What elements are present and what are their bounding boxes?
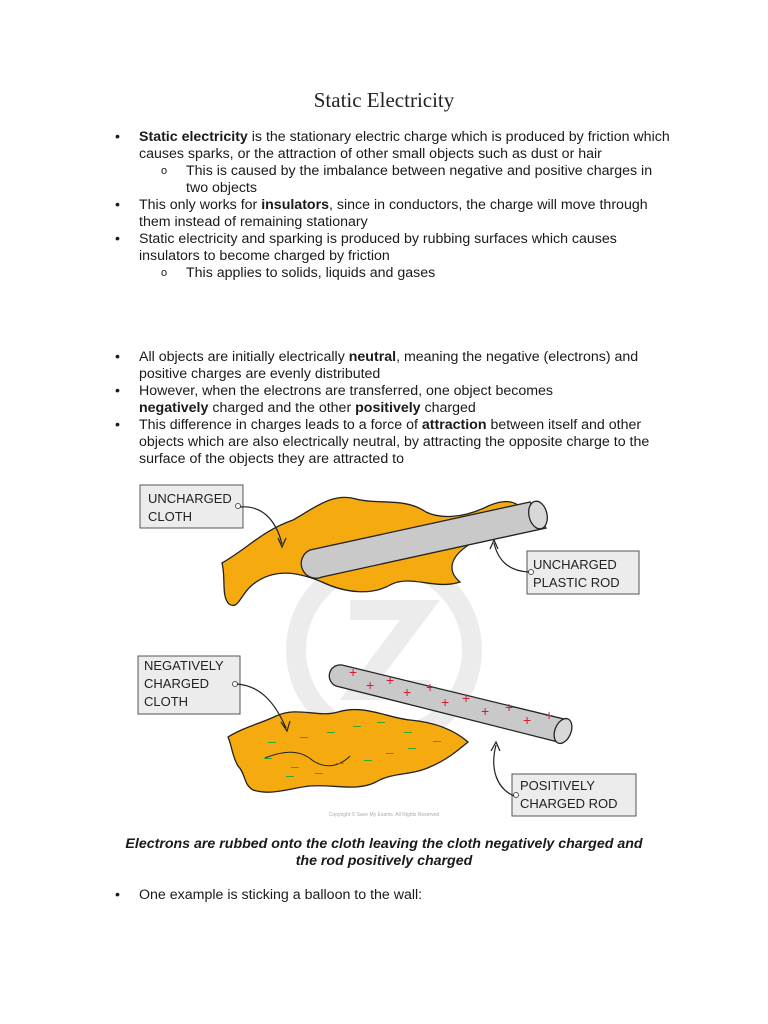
plus-charge-icon: + <box>441 694 450 710</box>
minus-charge-icon: – <box>377 713 385 729</box>
list-item: • All objects are initially electrically neutral, meaning the negative (electrons) and positive charges are evenly distributed <box>115 349 639 382</box>
tag-uncharged-plastic-rod <box>527 551 639 594</box>
bullet-icon: • <box>115 129 120 145</box>
bullet-icon: • <box>115 349 120 365</box>
minus-charge-icon: – <box>327 723 335 739</box>
tag-positive-rod-line2: CHARGED ROD <box>520 796 618 811</box>
figure-caption: Electrons are rubbed onto the cloth leaving the cloth negatively charged and the rod positively charged <box>125 836 643 869</box>
copyright-notice: Copyright © Save My Exams. All Rights Reserved <box>328 812 440 818</box>
tag-uncharged-cloth-line1: UNCHARGED <box>148 491 232 506</box>
list-item: • One example is sticking a balloon to the wall: <box>115 887 423 903</box>
tag-negative-cloth-line1: NEGATIVELY <box>144 658 224 673</box>
plus-charge-icon: + <box>403 684 412 700</box>
list-item: • Static electricity and sparking is produced by rubbing surfaces which causes insulators to become charged by friction <box>115 231 617 264</box>
bullet-icon: • <box>115 417 120 433</box>
tag-uncharged-cloth-line2: CLOTH <box>148 509 193 524</box>
minus-charge-icon: – <box>364 751 372 767</box>
arrow-uncharged-rod <box>494 543 529 572</box>
bullet-icon: • <box>115 887 120 903</box>
tag-negative-cloth-line2: CHARGED <box>144 676 210 691</box>
bullet-list-example <box>0 887 768 904</box>
minus-charge-icon: – <box>408 739 416 755</box>
tag-uncharged-rod-line1: UNCHARGED <box>533 557 617 572</box>
minus-charge-icon: – <box>291 758 299 774</box>
list-item: • This only works for insulators, since in conductors, the charge will move through them instead of remaining stationary <box>115 197 648 230</box>
tag-positive-rod-line1: POSITIVELY <box>520 778 595 793</box>
sub-bullet-icon: o <box>161 165 168 177</box>
list-subitem: o This is caused by the imbalance between negative and positive charges in two objects <box>161 163 653 196</box>
minus-charge-icon: – <box>264 749 272 765</box>
bullet-icon: • <box>115 197 120 213</box>
tag-negative-cloth-line3: CLOTH <box>144 694 189 709</box>
bullet-icon: • <box>115 231 120 247</box>
minus-charge-icon: – <box>404 723 412 739</box>
plus-charge-icon: + <box>386 672 395 688</box>
arrow-positive-rod <box>494 745 514 796</box>
list-item: • This difference in charges leads to a force of attraction between itself and other objects which are also electrically neutral, by attracting the opposite charge to the surface of the objects they are attracted to <box>115 417 650 467</box>
bullet-icon: • <box>115 383 120 399</box>
plus-charge-icon: + <box>545 707 554 723</box>
plus-charge-icon: + <box>505 699 514 715</box>
minus-charge-icon: – <box>268 733 276 749</box>
tag-positively-charged-rod <box>512 774 636 816</box>
list-item: • Static electricity is the stationary electric charge which is produced by friction which causes sparks, or the attraction of other small objects such as dust or hair <box>115 129 670 162</box>
plus-charge-icon: + <box>481 703 490 719</box>
plus-charge-icon: + <box>366 677 375 693</box>
minus-charge-icon: – <box>315 764 323 780</box>
bullet-list-charges <box>0 349 768 468</box>
minus-charge-icon: – <box>336 754 344 770</box>
plus-charge-icon: + <box>426 679 435 695</box>
minus-charge-icon: – <box>300 728 308 744</box>
bullet-list-static-electricity <box>0 129 768 282</box>
minus-charge-icon: – <box>286 767 294 783</box>
minus-charge-icon: – <box>433 732 441 748</box>
tag-uncharged-cloth <box>140 485 243 528</box>
minus-charge-icon: – <box>386 744 394 760</box>
minus-charge-icon: – <box>353 717 361 733</box>
sub-bullet-icon: o <box>161 267 168 279</box>
list-subitem: o This applies to solids, liquids and gases <box>161 265 436 281</box>
plus-charge-icon: + <box>349 664 358 680</box>
list-item: • However, when the electrons are transferred, one object becomes negatively charged and the other positively charged <box>115 383 554 416</box>
plus-charge-icon: + <box>462 690 471 706</box>
tag-negatively-charged-cloth <box>138 656 240 714</box>
page-title: Static Electricity <box>313 88 455 112</box>
tag-uncharged-rod-line2: PLASTIC ROD <box>533 575 620 590</box>
plus-charge-icon: + <box>523 712 532 728</box>
rubbing-rod-cloth-diagram <box>0 470 768 830</box>
